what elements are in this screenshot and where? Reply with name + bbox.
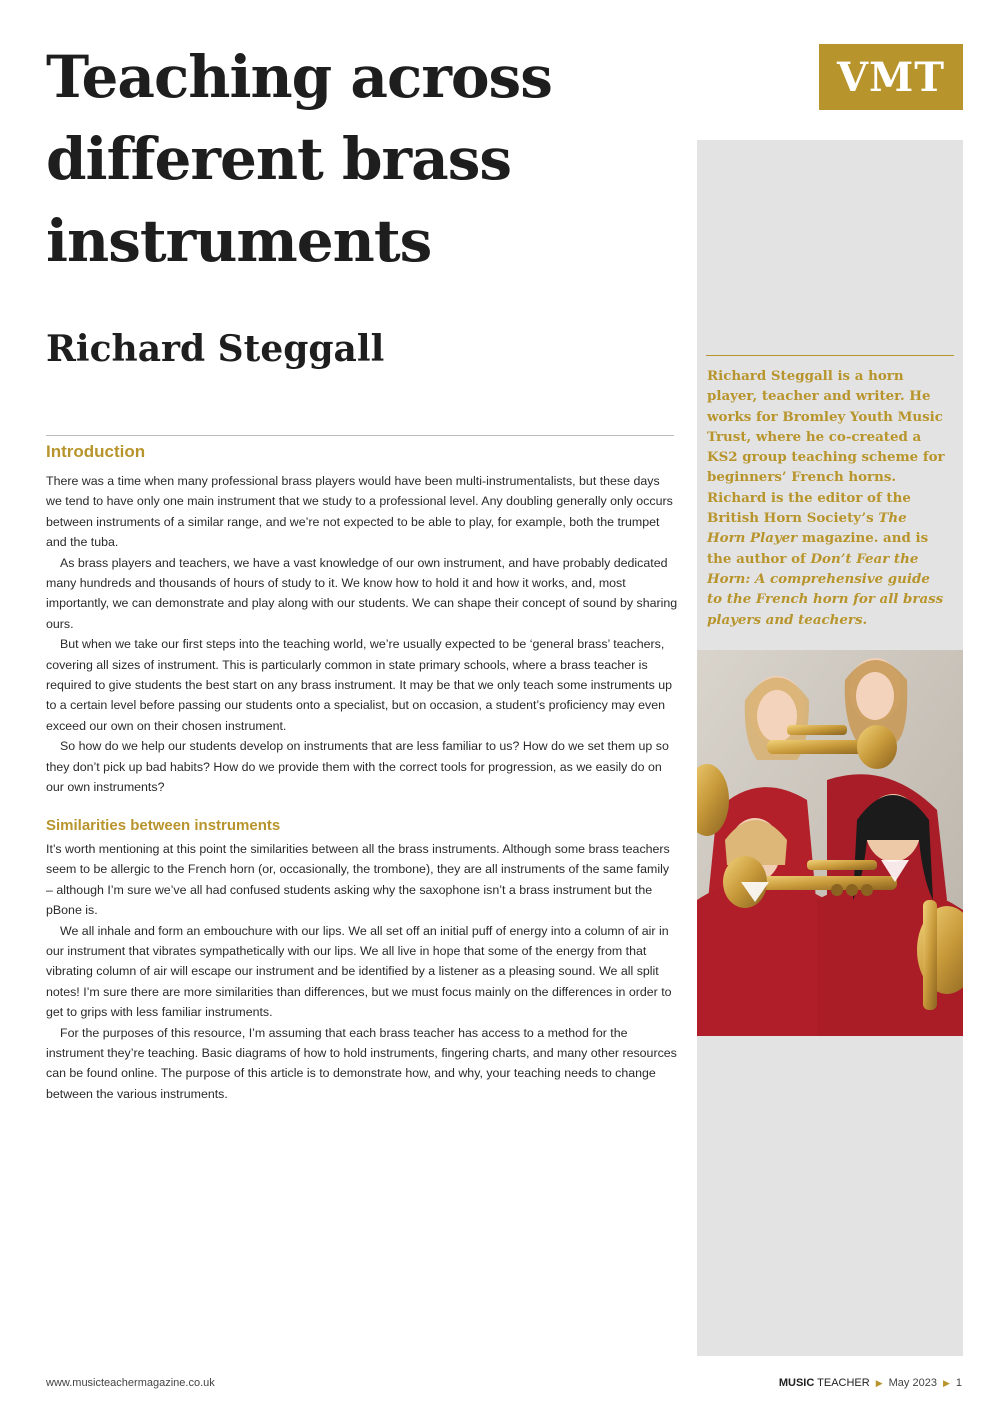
paragraph: So how do we help our students develop on instruments that are less familiar to us? How do we set them up so they don’t pick up bad habits? How do we provide them with the correct tools for progression, as we easily do on our own instruments? (46, 739, 669, 795)
footer-magazine-bold: MUSIC (778, 1377, 815, 1389)
students-brass-photo (697, 650, 963, 1036)
bio-divider (706, 355, 954, 356)
paragraph: It’s worth mentioning at this point the similarities between all the brass instruments. Although some brass teachers seem to be allergic to the French horn (or, occasionally, the trombone), they are all instruments of the same family – although I’m sure we’ve all had confused students asking why the saxophone isn’t a brass instrument but the pBone is. (46, 842, 670, 918)
triangle-right-icon: ▶ (875, 1377, 883, 1388)
section-divider (46, 435, 674, 436)
footer-magazine-name (779, 1377, 870, 1389)
author-name: Richard Steggall (46, 328, 385, 370)
triangle-right-icon: ▶ (942, 1377, 950, 1388)
bio-text-1: Richard Steggall is a horn player, teacher and writer. He works for Bromley Youth Music Trust, where he co-created a KS2 group teaching scheme for beginners’ French horns. Richard is the editor of the British Horn Society’s (707, 368, 945, 527)
vmt-logo: VMT (819, 44, 963, 110)
paragraph: For the purposes of this resource, I’m assuming that each brass teacher has access to a method for the instrument they’re teaching. Basic diagrams of how to hold instruments, fingering charts, and many other resources can be found online. The purpose of this article is to demonstrate how, and why, your teaching needs to change between the various instruments. (46, 1025, 677, 1101)
author-bio (707, 366, 947, 630)
footer-website-link[interactable]: www.musicteachermagazine.co.uk (46, 1377, 215, 1389)
paragraph: As brass players and teachers, we have a vast knowledge of our own instrument, and have probably dedicated many hundreds and thousands of hours of study to it. We know how to hold it and how it works, and, most importantly, we can demonstrate and play along with our students. We can shape their concept of sound by sharing ours. (46, 555, 678, 631)
bio-book-title: Don’t Fear the Horn: A comprehensive guide to the French horn for all brass players and teachers. (707, 550, 944, 628)
footer-page-number: 1 (955, 1377, 962, 1389)
similarities-heading: Similarities between instruments (46, 817, 281, 834)
introduction-body (46, 471, 678, 798)
bio-text-2: magazine. and is the author of (707, 530, 929, 567)
footer-magazine-rest: TEACHER (814, 1377, 870, 1389)
similarities-body (46, 839, 678, 1104)
paragraph: But when we take our first steps into the teaching world, we’re usually expected to be ‘general brass’ teachers, covering all sizes of instrument. This is particularly common in state primary schools, where a brass teacher is required to give students the best start on any brass instrument. It may be that we only teach some instruments up to a certain level before passing our students onto a specialist, but on occasion, a student’s proficiency may even exceed our own on their chosen instrument. (46, 637, 673, 733)
paragraph: We all inhale and form an embouchure with our lips. We all set off an initial puff of energy into a column of air in our instrument that vibrates sympathetically with our lips. We all live in hope that some of the energy from that vibrating column of air will escape our instrument and be identified by a listener as a pleasing sound. We all split notes! I’m sure there are more similarities than differences, but we must focus mainly on the differences in order to get to grips with less familiar instruments. (46, 923, 672, 1020)
paragraph: There was a time when many professional brass players would have been multi-instrumentalists, but these days we tend to have only one main instrument that we study to a professional level. Any doubling generally only occurs between instruments of a similar range, and we’re not expected to be able to play, for example, both the trumpet and the tuba. (46, 474, 673, 550)
article-title: Teaching across different brass instruments (46, 43, 552, 275)
bio-magazine-title: The Horn Player (707, 510, 907, 547)
footer-meta (779, 1377, 962, 1389)
introduction-heading: Introduction (46, 442, 146, 461)
footer-date: May 2023 (888, 1377, 937, 1389)
